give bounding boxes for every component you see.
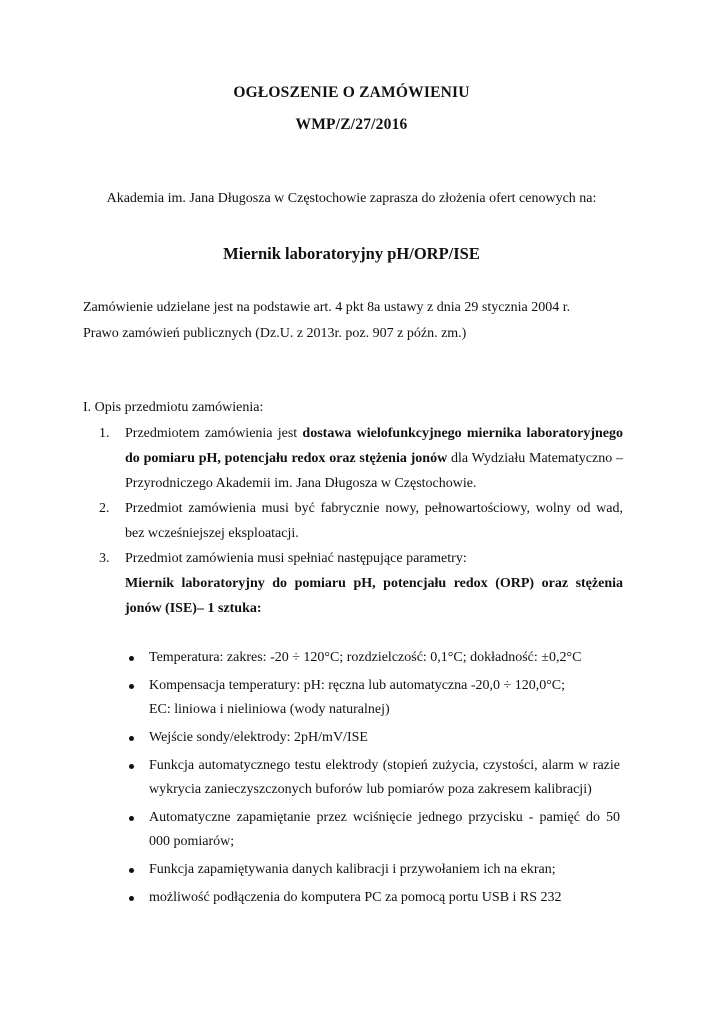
legal-basis-line-1: Zamówienie udzielane jest na podstawie art. 4 pkt 8a ustawy z dnia 29 stycznia 2004 r. [83, 300, 571, 315]
section-heading: I. Opis przedmiotu zamówienia: [83, 400, 264, 415]
bullet-text: Automatyczne zapamiętanie przez wciśnięcie jednego przycisku - pamięć do 50 000 pomiarów; [149, 810, 620, 849]
list-item-number: 3. [99, 551, 110, 566]
bullet-item [125, 726, 620, 750]
list-item [83, 546, 623, 621]
list-item [83, 496, 623, 546]
list-item-bold-text: dostawa wielofunkcyjnego miernika laboratoryjnego do pomiaru pH, potencjału redox oraz stężenia jonów [125, 426, 623, 466]
list-item-text: Przedmiotem zamówienia jest [125, 426, 303, 441]
list-item-text: Przedmiot zamówienia musi być fabrycznie nowy, pełnowartościowy, wolny od wad, bez wcześniejszej eksploatacji. [125, 501, 623, 541]
document-title: OGŁOSZENIE O ZAMÓWIENIU [233, 84, 470, 101]
numbered-list [83, 421, 623, 621]
parameter-bullet-list [125, 646, 620, 914]
reference-number: WMP/Z/27/2016 [295, 116, 408, 133]
list-item-text-tail: dla Wydziału Matematyczno – Przyrodniczego Akademii im. Jana Długosza w Częstochowie. [125, 451, 623, 491]
bullet-icon [129, 656, 134, 661]
intro-text: Akademia im. Jana Długosza w Częstochowie zaprasza do złożenia ofert cenowych na: [106, 191, 597, 206]
bullet-item [125, 886, 620, 910]
bullet-icon [129, 896, 134, 901]
bullet-text: możliwość podłączenia do komputera PC za pomocą portu USB i RS 232 [149, 890, 562, 905]
list-item-number: 2. [99, 501, 110, 516]
bullet-item [125, 646, 620, 670]
bullet-icon [129, 816, 134, 821]
bullet-item [125, 806, 620, 854]
bullet-item [125, 858, 620, 882]
bullet-icon [129, 764, 134, 769]
bullet-item [125, 754, 620, 802]
bullet-icon [129, 868, 134, 873]
bullet-text: Temperatura: zakres: -20 ÷ 120°C; rozdzielczość: 0,1°C; dokładność: ±0,2°C [149, 650, 582, 665]
list-item [83, 421, 623, 496]
bullet-text: Funkcja automatycznego testu elektrody (stopień zużycia, czystości, alarm w razie wykrycia zanieczyszczonych buforów lub pomiarów poza zakresem kalibracji) [149, 758, 620, 797]
bullet-icon [129, 736, 134, 741]
list-item-text: Przedmiot zamówienia musi spełniać następujące parametry: [125, 551, 467, 566]
bullet-item [125, 674, 620, 722]
bullet-text-continuation: EC: liniowa i nieliniowa (wody naturalnej) [149, 702, 390, 717]
bullet-text: Funkcja zapamiętywania danych kalibracji i przywołaniem ich na ekran; [149, 862, 556, 877]
list-item-number: 1. [99, 426, 110, 441]
bullet-text: Wejście sondy/elektrody: 2pH/mV/ISE [149, 730, 368, 745]
bullet-text: Kompensacja temperatury: pH: ręczna lub automatyczna -20,0 ÷ 120,0°C; [149, 678, 566, 693]
legal-basis [83, 295, 623, 347]
bullet-icon [129, 684, 134, 689]
legal-basis-line-2: Prawo zamówień publicznych (Dz.U. z 2013r. poz. 907 z późn. zm.) [83, 326, 467, 341]
subject-heading: Miernik laboratoryjny pH/ORP/ISE [223, 244, 480, 263]
device-spec-heading: Miernik laboratoryjny do pomiaru pH, potencjału redox (ORP) oraz stężenia jonów (ISE)– 1 sztuka: [125, 576, 623, 616]
